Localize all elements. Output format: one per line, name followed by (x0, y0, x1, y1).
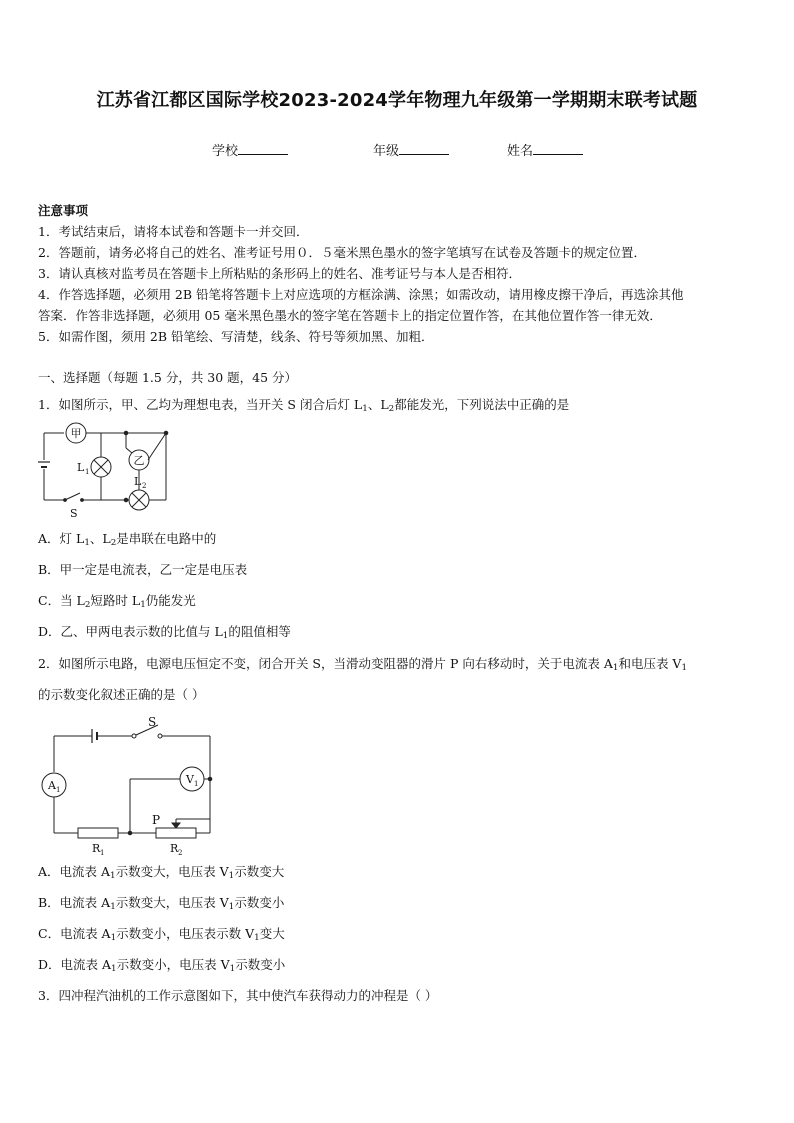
q1-option-b: B．甲一定是电流表，乙一定是电压表 (38, 562, 248, 577)
svg-text:1: 1 (100, 849, 105, 856)
voltmeter-v1-label: V (186, 773, 194, 786)
notice-item-5: 5．如需作图，须用 2B 铅笔绘、写清楚，线条、符号等须加黑、加粗． (38, 329, 434, 344)
meter-yi-label: 乙 (133, 454, 145, 467)
name-blank (533, 142, 583, 155)
q1-option-d: D．乙、甲两电表示数的比值与 $L_1$的阻值相等 (38, 624, 291, 641)
name-label: 姓名 (507, 144, 534, 159)
q3-stem: 3．四冲程汽油机的工作示意图如下，其中使汽车获得动力的冲程是（ ） (38, 988, 438, 1003)
school-blank (238, 142, 288, 155)
page-title: 江苏省江都区国际学校2023-2024学年物理九年级第一学期期末联考试题 (96, 90, 698, 111)
slider-p-label: P (152, 813, 161, 827)
ammeter-a1-label: A (48, 779, 56, 792)
svg-text:1: 1 (85, 468, 90, 476)
section-heading: 一、选择题（每题 1.5 分，共 30 题，45 分） (38, 370, 298, 385)
q2-option-c: C．电流表 $A_1$示数变小，电压表示数 $V_1$变大 (38, 926, 285, 943)
notice-item-2: 2．答题前，请务必将自己的姓名、准考证号用０．５毫米黑色墨水的签字笔填写在试卷及答题卡的规定位置． (38, 245, 646, 260)
name-field (507, 140, 583, 159)
q2-circuit-diagram (36, 712, 216, 856)
school-label: 学校 (212, 144, 239, 159)
q2-option-b: B．电流表 $A_1$示数变大，电压表 $V_1$示数变小 (38, 895, 285, 912)
q2-stem-line2: 的示数变化叙述正确的是（ ） (38, 687, 205, 702)
svg-text:1: 1 (56, 786, 61, 794)
svg-text:2: 2 (142, 482, 147, 490)
svg-text:2: 2 (178, 849, 183, 856)
notice-item-3: 3．请认真核对监考员在答题卡上所粘贴的条形码上的姓名、准考证号与本人是否相符． (38, 266, 521, 281)
grade-field (373, 140, 449, 159)
q1-option-c: C．当 $L_2$短路时 $L_1$仍能发光 (38, 593, 196, 610)
q2-option-d: D．电流表 $A_1$示数变小，电压表 $V_1$示数变小 (38, 957, 286, 974)
resistor-r1-label: R (92, 842, 101, 855)
q2-option-a: A．电流表 $A_1$示数变大，电压表 $V_1$示数变大 (38, 864, 285, 881)
q2-stem-line1: 2．如图所示电路，电源电压恒定不变，闭合开关 S，当滑动变阻器的滑片 P 向右移动时，关于电流表 $A_1$和电压表 $V_1$ (38, 656, 688, 673)
notice-item-1: 1．考试结束后，请将本试卷和答题卡一并交回． (38, 224, 309, 239)
school-field (212, 140, 288, 159)
notice-heading: 注意事项 (38, 203, 89, 218)
resistor-r2-label: R (170, 842, 179, 855)
switch-s-label-2: S (148, 715, 157, 729)
grade-label: 年级 (373, 144, 400, 159)
q1-option-a: A．灯 $L_1$、$L_2$是串联在电路中的 (38, 531, 217, 548)
notice-item-4-cont: 答案．作答非选择题，必须用 05 毫米黑色墨水的签字笔在答题卡上的指定位置作答，在其他位置作答一律无效． (38, 308, 662, 323)
q1-stem: 1．如图所示，甲、乙均为理想电表，当开关 S 闭合后灯 $L_1$、$L_2$都能发光，下列说法中正确的是 (38, 397, 570, 414)
lamp-l1-label: L (77, 461, 85, 474)
grade-blank (399, 142, 449, 155)
q1-circuit-diagram (36, 420, 176, 520)
svg-text:1: 1 (194, 780, 199, 788)
meter-jia-label: 甲 (70, 427, 82, 440)
switch-s-label: S (70, 507, 78, 520)
notice-item-4: 4．作答选择题，必须用 2B 铅笔将答题卡上对应选项的方框涂满、涂黑；如需改动，请用橡皮擦干净后，再选涂其他 (38, 287, 684, 302)
lamp-l2-label: L (134, 475, 142, 488)
